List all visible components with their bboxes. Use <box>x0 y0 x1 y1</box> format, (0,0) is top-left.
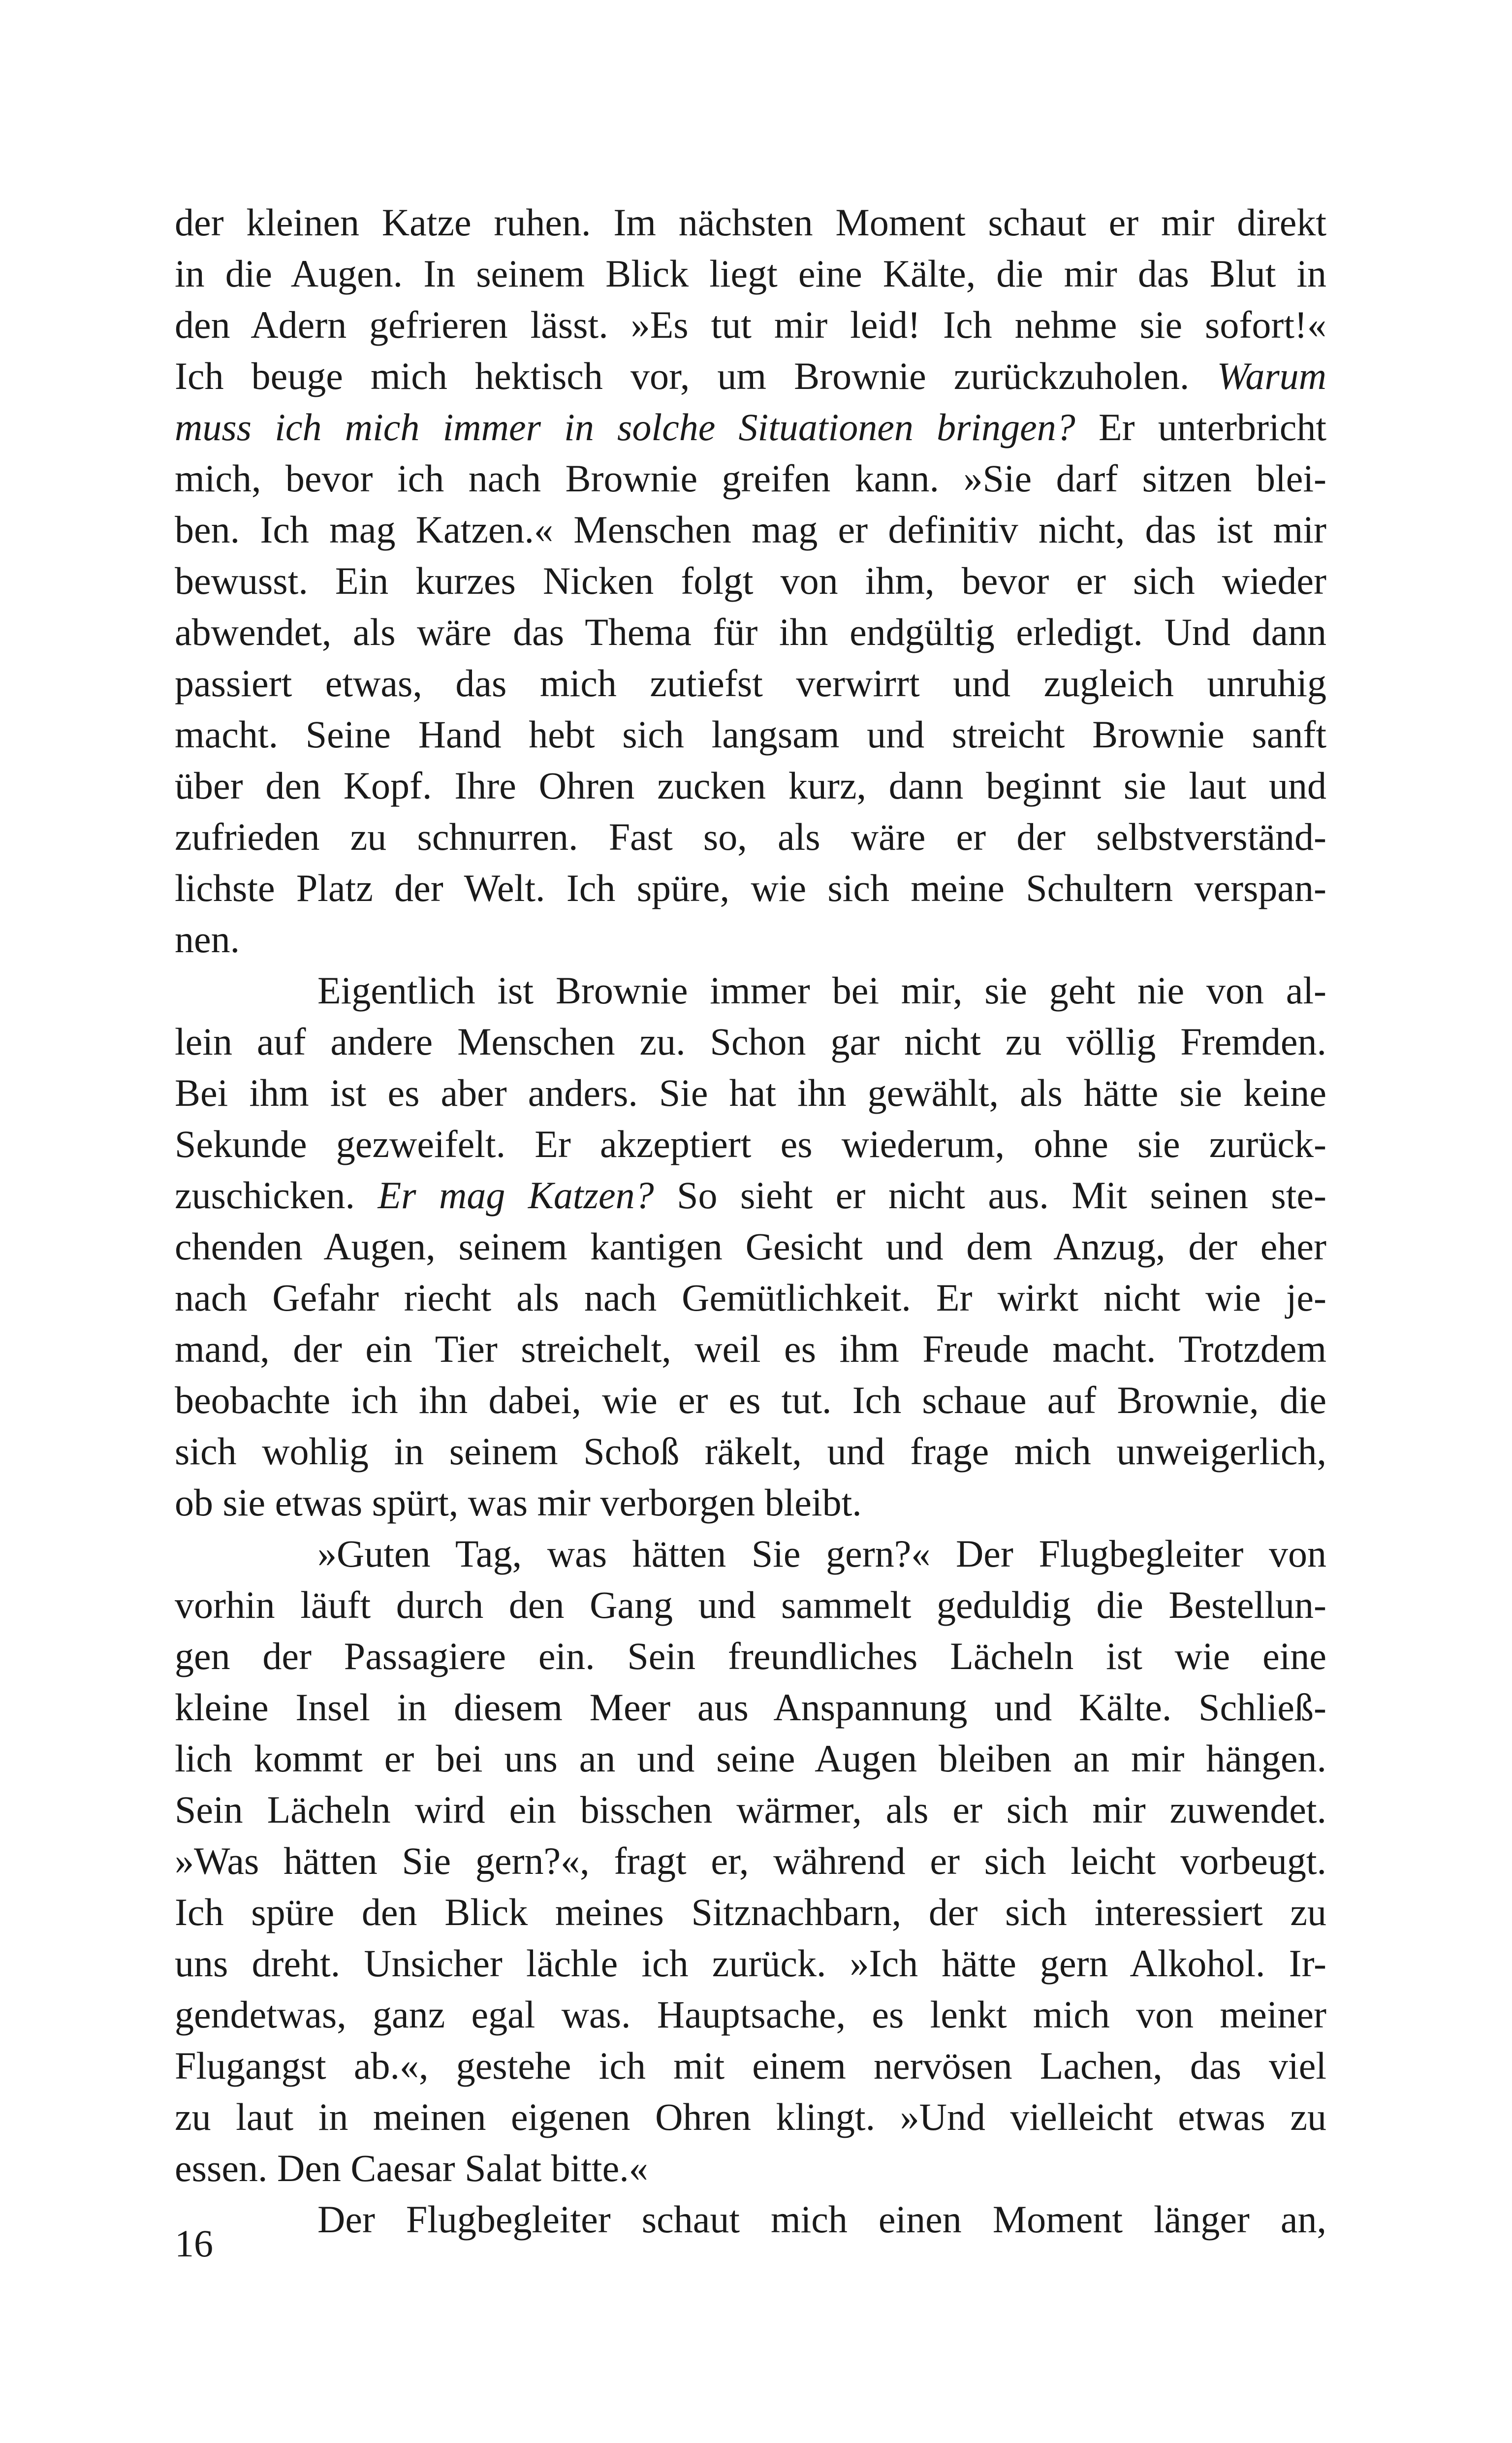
text-run: sich wohlig in seinem Schoß räkelt, und frage mich unweigerlich, <box>175 1430 1326 1473</box>
text-line <box>175 607 1326 658</box>
text-line <box>175 351 1326 402</box>
text-line <box>175 453 1326 504</box>
text-run: Er unterbricht <box>1075 406 1326 449</box>
text-line <box>175 863 1326 914</box>
text-run: lein auf andere Menschen zu. Schon gar nicht zu völlig Fremden. <box>175 1020 1326 1063</box>
text-line <box>175 402 1326 453</box>
text-run: vorhin läuft durch den Gang und sammelt geduldig die Bestellun- <box>175 1583 1326 1626</box>
text-run: nach Gefahr riecht als nach Gemütlichkeit. Er wirkt nicht wie je- <box>175 1276 1326 1319</box>
text-run: beobachte ich ihn dabei, wie er es tut. Ich schaue auf Brownie, die <box>175 1379 1326 1421</box>
text-line <box>175 1272 1326 1323</box>
italic-text: muss ich mich immer in solche Situationen bringen? <box>175 406 1075 449</box>
text-run: So sieht er nicht aus. Mit seinen ste- <box>654 1174 1326 1217</box>
italic-text: Warum <box>1217 354 1326 397</box>
text-line <box>175 2194 1326 2245</box>
text-line <box>175 197 1326 248</box>
text-line <box>175 555 1326 607</box>
text-line <box>175 1784 1326 1835</box>
text-line <box>175 2091 1326 2143</box>
text-line <box>175 2040 1326 2091</box>
text-run: abwendet, als wäre das Thema für ihn endgültig erledigt. Und dann <box>175 611 1326 653</box>
body-text <box>175 197 1326 2245</box>
text-run: über den Kopf. Ihre Ohren zucken kurz, dann beginnt sie laut und <box>175 764 1326 807</box>
text-line <box>175 1067 1326 1119</box>
text-line <box>175 1682 1326 1733</box>
text-run: lich kommt er bei uns an und seine Augen bleiben an mir hängen. <box>175 1737 1326 1780</box>
text-run: kleine Insel in diesem Meer aus Anspannung und Kälte. Schließ- <box>175 1686 1326 1729</box>
text-run: der kleinen Katze ruhen. Im nächsten Moment schaut er mir direkt <box>175 201 1326 244</box>
text-line <box>175 248 1326 299</box>
text-run: nen. <box>175 918 240 961</box>
text-run: Ich spüre den Blick meines Sitznachbarn, der sich interessiert zu <box>175 1891 1326 1933</box>
text-line <box>175 2143 1326 2194</box>
text-line <box>175 1631 1326 1682</box>
text-run: Eigentlich ist Brownie immer bei mir, sie geht nie von al- <box>317 969 1326 1012</box>
text-line <box>175 811 1326 863</box>
text-run: mand, der ein Tier streichelt, weil es ihm Freude macht. Trotzdem <box>175 1327 1326 1370</box>
page-number: 16 <box>175 2222 213 2265</box>
text-run: ben. Ich mag Katzen.« Menschen mag er definitiv nicht, das ist mir <box>175 508 1326 551</box>
text-run: chenden Augen, seinem kantigen Gesicht und dem Anzug, der eher <box>175 1225 1326 1268</box>
text-run: »Guten Tag, was hätten Sie gern?« Der Flugbegleiter von <box>317 1532 1326 1575</box>
text-line <box>175 1733 1326 1784</box>
text-run: Ich beuge mich hektisch vor, um Brownie zurückzuholen. <box>175 354 1217 397</box>
text-line <box>175 1938 1326 1989</box>
text-run: bewusst. Ein kurzes Nicken folgt von ihm, bevor er sich wieder <box>175 559 1326 602</box>
text-run: lichste Platz der Welt. Ich spüre, wie sich meine Schultern verspan- <box>175 867 1326 909</box>
text-run: gen der Passagiere ein. Sein freundliches Lächeln ist wie eine <box>175 1635 1326 1677</box>
text-run: Bei ihm ist es aber anders. Sie hat ihn gewählt, als hätte sie keine <box>175 1071 1326 1114</box>
text-run: Sein Lächeln wird ein bisschen wärmer, als er sich mir zuwendet. <box>175 1788 1326 1831</box>
text-line <box>175 1170 1326 1221</box>
text-line <box>175 1528 1326 1579</box>
text-line <box>175 504 1326 555</box>
text-run: in die Augen. In seinem Blick liegt eine Kälte, die mir das Blut in <box>175 252 1326 295</box>
text-run: »Was hätten Sie gern?«, fragt er, während er sich leicht vorbeugt. <box>175 1839 1326 1882</box>
text-run: macht. Seine Hand hebt sich langsam und streicht Brownie sanft <box>175 713 1326 756</box>
text-line <box>175 760 1326 811</box>
text-run: mich, bevor ich nach Brownie greifen kann. »Sie darf sitzen blei- <box>175 457 1326 500</box>
text-line <box>175 1426 1326 1477</box>
text-run: den Adern gefrieren lässt. »Es tut mir leid! Ich nehme sie sofort!« <box>175 303 1326 346</box>
text-line <box>175 1323 1326 1375</box>
text-run: Flugangst ab.«, gestehe ich mit einem nervösen Lachen, das viel <box>175 2044 1326 2087</box>
text-line <box>175 1119 1326 1170</box>
text-line <box>175 1887 1326 1938</box>
text-run: Der Flugbegleiter schaut mich einen Moment länger an, <box>317 2198 1326 2241</box>
text-line <box>175 1579 1326 1631</box>
text-line <box>175 914 1326 965</box>
text-line <box>175 1016 1326 1067</box>
text-line <box>175 1835 1326 1887</box>
text-line <box>175 709 1326 760</box>
text-run: zufrieden zu schnurren. Fast so, als wäre er der selbstverständ- <box>175 815 1326 858</box>
text-line <box>175 1989 1326 2040</box>
text-run: essen. Den Caesar Salat bitte.« <box>175 2147 648 2189</box>
text-line <box>175 299 1326 351</box>
text-run: ob sie etwas spürt, was mir verborgen bleibt. <box>175 1481 862 1524</box>
text-line <box>175 1477 1326 1528</box>
text-line <box>175 1375 1326 1426</box>
text-line <box>175 658 1326 709</box>
text-run: gendetwas, ganz egal was. Hauptsache, es lenkt mich von meiner <box>175 1993 1326 2036</box>
text-run: passiert etwas, das mich zutiefst verwirrt und zugleich unruhig <box>175 662 1326 705</box>
italic-text: Er mag Katzen? <box>378 1174 654 1217</box>
text-run: zuschicken. <box>175 1174 378 1217</box>
text-line <box>175 1221 1326 1272</box>
text-run: zu laut in meinen eigenen Ohren klingt. »Und vielleicht etwas zu <box>175 2095 1326 2138</box>
text-line <box>175 965 1326 1016</box>
text-run: uns dreht. Unsicher lächle ich zurück. »Ich hätte gern Alkohol. Ir- <box>175 1942 1326 1985</box>
text-run: Sekunde gezweifelt. Er akzeptiert es wiederum, ohne sie zurück- <box>175 1123 1326 1165</box>
